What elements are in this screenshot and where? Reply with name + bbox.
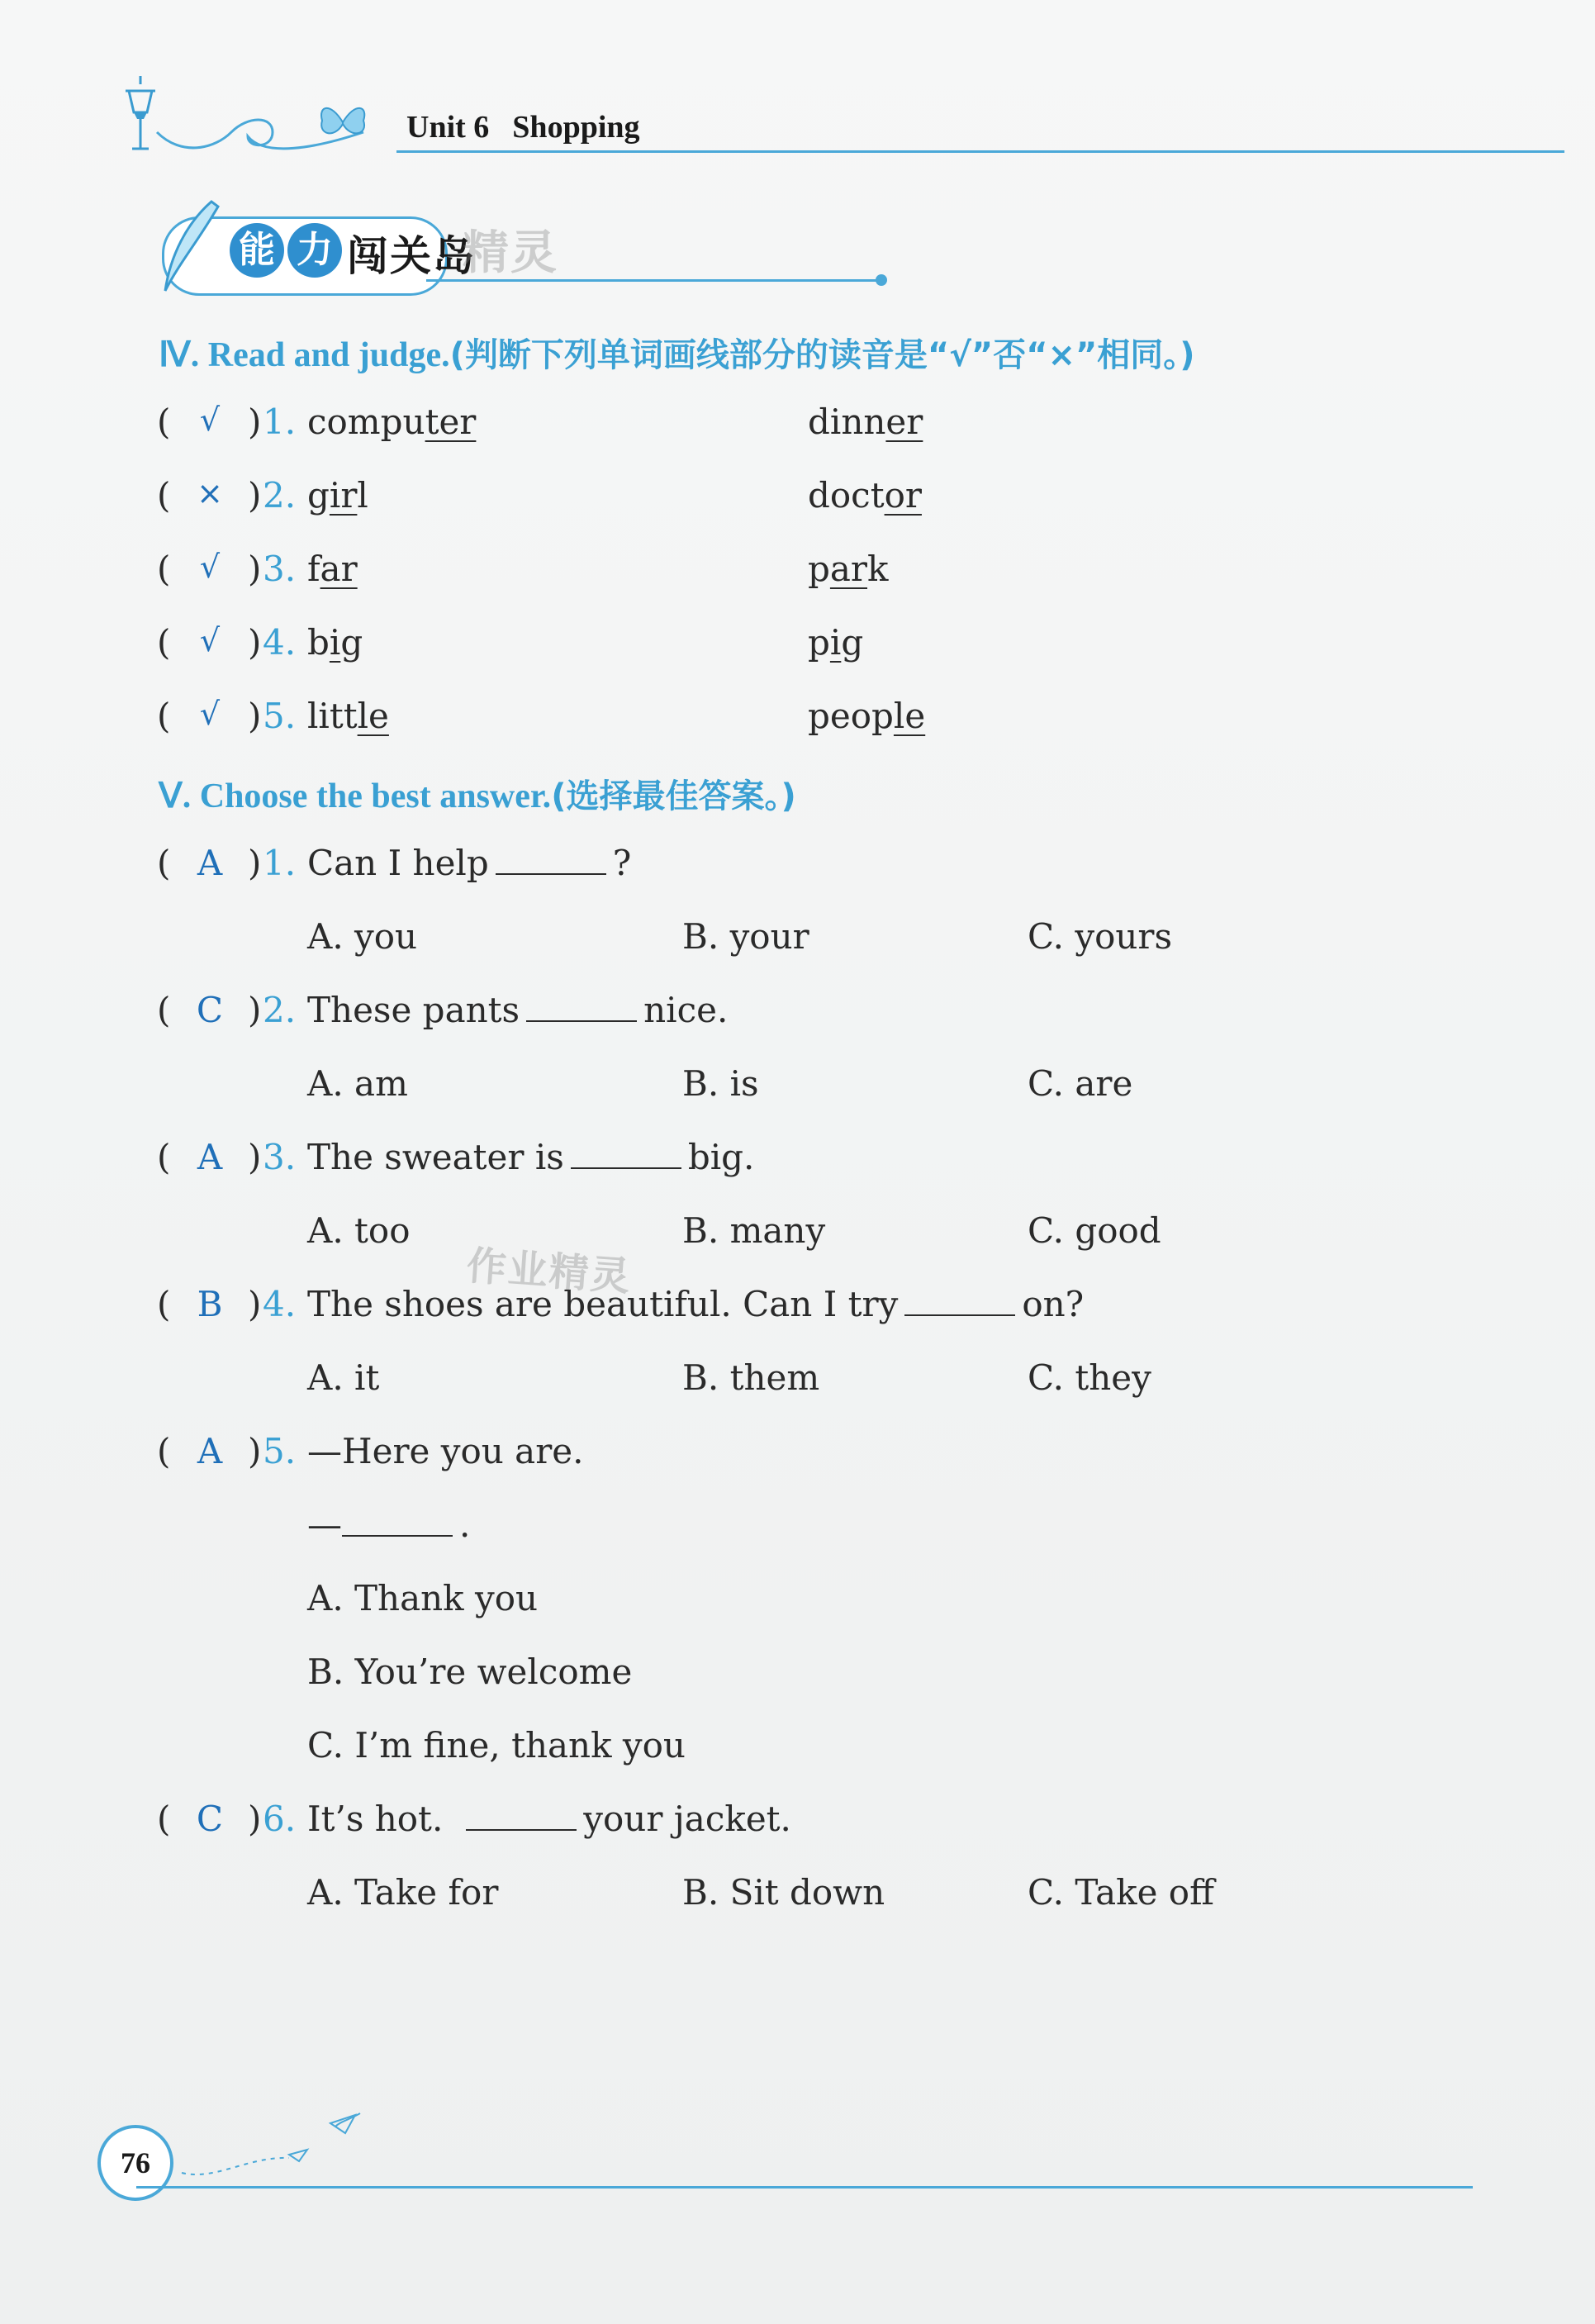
section-iv-title xyxy=(159,329,1195,376)
word-two: people xyxy=(808,696,926,736)
question-5: ( A ) 5. —Here you are. xyxy=(157,1431,584,1471)
footer-rule xyxy=(136,2186,1473,2189)
option-a[interactable]: A. Take for xyxy=(307,1872,499,1913)
answer-letter[interactable]: A xyxy=(197,843,223,883)
word-one: little xyxy=(307,696,389,736)
underlined-part: er xyxy=(885,402,923,442)
question-stem: The shoes are beautiful. Can I try on? xyxy=(307,1284,1085,1324)
option-b[interactable]: B. You’re welcome xyxy=(307,1652,633,1692)
judge-item: ( √ ) 4. big pig xyxy=(157,622,864,663)
option-a[interactable]: A. you xyxy=(307,916,418,957)
option-c[interactable]: C. Take off xyxy=(1028,1872,1214,1913)
watermark: 精灵 xyxy=(463,226,558,280)
dialogue-reply: — . xyxy=(307,1504,471,1545)
question-6: ( C ) 6. It’s hot. your jacket. xyxy=(157,1799,791,1839)
section-iv-title-cn: (判断下列单词画线部分的读音是“√”否“×”相同。) xyxy=(449,336,1195,374)
options-row xyxy=(0,1725,1595,1783)
question-number: 2. xyxy=(263,990,297,1030)
watermark: 作业精灵 xyxy=(464,1243,634,1300)
option-b[interactable]: B. them xyxy=(682,1357,820,1398)
question-1: ( A ) 1. Can I help ? xyxy=(157,843,632,883)
unit-title xyxy=(406,109,640,145)
word-two: pig xyxy=(808,622,864,663)
question-number: 4. xyxy=(263,1284,297,1324)
options-row xyxy=(0,1210,1595,1268)
option-b[interactable]: B. many xyxy=(682,1210,826,1251)
banner-badge: 力 xyxy=(287,223,342,278)
word-one: computer xyxy=(307,402,477,442)
option-b[interactable]: B. your xyxy=(682,916,809,957)
question-stem: —Here you are. xyxy=(307,1431,584,1471)
question-stem: The sweater is big. xyxy=(307,1137,755,1177)
answer-blank[interactable] xyxy=(466,1804,577,1831)
banner-dot xyxy=(876,274,887,286)
page-number: 76 xyxy=(97,2125,173,2201)
underlined-part: ir xyxy=(329,475,358,516)
answer-letter[interactable]: C xyxy=(196,1799,224,1839)
section-v-title-en: Ⅴ. Choose the best answer. xyxy=(159,777,552,815)
butterfly-icon xyxy=(314,97,372,147)
item-number: 4. xyxy=(263,622,297,663)
answer-mark[interactable]: √ xyxy=(199,549,221,585)
answer-letter[interactable]: B xyxy=(197,1284,223,1324)
answer-blank[interactable] xyxy=(526,996,637,1022)
section-v-title-cn: (选择最佳答案。) xyxy=(551,777,796,815)
unit-number: Unit 6 xyxy=(406,110,490,145)
answer-mark[interactable]: √ xyxy=(199,622,221,658)
underlined-part: ter xyxy=(425,402,477,442)
underlined-part: i xyxy=(829,622,842,663)
item-number: 1. xyxy=(263,402,297,442)
question-number: 5. xyxy=(263,1431,297,1471)
answer-mark[interactable]: × xyxy=(197,475,223,511)
judge-item: ( √ ) 1. computer dinner xyxy=(157,402,923,442)
word-one: girl xyxy=(307,475,368,516)
item-number: 3. xyxy=(263,549,297,589)
question-number: 1. xyxy=(263,843,297,883)
answer-blank[interactable] xyxy=(904,1290,1015,1316)
option-a[interactable]: A. too xyxy=(307,1210,411,1251)
options-row xyxy=(0,1357,1595,1415)
question-stem: It’s hot. your jacket. xyxy=(307,1799,791,1839)
word-one: far xyxy=(307,549,358,589)
options-row xyxy=(0,1652,1595,1709)
banner-badge: 能 xyxy=(230,223,284,278)
option-b[interactable]: B. Sit down xyxy=(682,1872,885,1913)
judge-item: ( √ ) 3. far park xyxy=(157,549,889,589)
option-c[interactable]: C. yours xyxy=(1028,916,1173,957)
underlined-part: le xyxy=(893,696,926,736)
underlined-part: le xyxy=(357,696,389,736)
answer-blank[interactable] xyxy=(571,1143,681,1169)
bird-trail-icon xyxy=(165,2098,380,2189)
item-number: 2. xyxy=(263,475,297,516)
options-row xyxy=(0,916,1595,974)
quill-icon xyxy=(154,198,228,297)
answer-letter[interactable]: C xyxy=(196,990,224,1030)
answer-blank[interactable] xyxy=(496,848,606,875)
options-row xyxy=(0,1872,1595,1930)
judge-item: ( √ ) 5. little people xyxy=(157,696,926,736)
answer-blank[interactable] xyxy=(342,1510,453,1537)
answer-mark[interactable]: √ xyxy=(199,696,221,732)
question-number: 6. xyxy=(263,1799,297,1839)
section-v-title xyxy=(159,770,796,817)
answer-mark[interactable]: √ xyxy=(199,402,221,438)
underlined-part: i xyxy=(329,622,341,663)
answer-letter[interactable]: A xyxy=(197,1137,223,1177)
option-a[interactable]: A. am xyxy=(307,1063,408,1104)
word-two: doctor xyxy=(808,475,922,516)
word-two: park xyxy=(808,549,889,589)
option-c[interactable]: C. I’m fine, thank you xyxy=(307,1725,686,1766)
option-a[interactable]: A. it xyxy=(307,1357,380,1398)
option-b[interactable]: B. is xyxy=(682,1063,759,1104)
word-two: dinner xyxy=(808,402,923,442)
item-number: 5. xyxy=(263,696,297,736)
judge-item: ( × ) 2. girl doctor xyxy=(157,475,922,516)
banner-title: 闯关岛 xyxy=(347,232,476,280)
header-rule xyxy=(396,150,1564,153)
option-a[interactable]: A. Thank you xyxy=(307,1578,539,1618)
question-4: ( B ) 4. The shoes are beautiful. Can I try on? xyxy=(157,1284,1085,1324)
question-stem: These pants nice. xyxy=(307,990,729,1030)
section-banner xyxy=(154,198,748,297)
unit-topic: Shopping xyxy=(512,110,640,145)
question-3: ( A ) 3. The sweater is big. xyxy=(157,1137,755,1177)
options-row xyxy=(0,1578,1595,1636)
word-one: big xyxy=(307,622,363,663)
option-c[interactable]: C. are xyxy=(1028,1063,1133,1104)
underlined-part: ar xyxy=(829,549,868,589)
section-iv-title-en: Ⅳ. Read and judge. xyxy=(159,336,450,374)
options-row xyxy=(0,1063,1595,1121)
underlined-part: ar xyxy=(320,549,358,589)
underlined-part: or xyxy=(884,475,922,516)
question-stem: Can I help ? xyxy=(307,843,632,883)
answer-letter[interactable]: A xyxy=(197,1431,223,1471)
question-2: ( C ) 2. These pants nice. xyxy=(157,990,729,1030)
option-c[interactable]: C. good xyxy=(1028,1210,1161,1251)
option-c[interactable]: C. they xyxy=(1028,1357,1151,1398)
question-number: 3. xyxy=(263,1137,297,1177)
